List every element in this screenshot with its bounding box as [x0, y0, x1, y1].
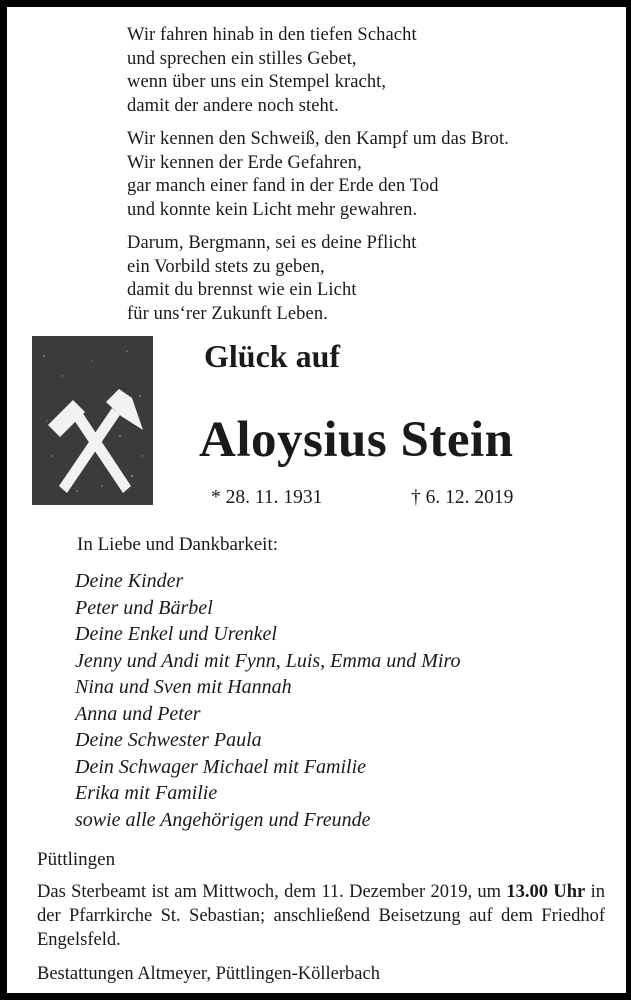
poem-line: und sprechen ein stilles Gebet,	[127, 48, 357, 69]
life-dates	[211, 485, 514, 511]
poem-line: Darum, Bergmann, sei es deine Pflicht	[127, 233, 417, 253]
poem-line: wenn über uns ein Stempel kracht,	[127, 72, 387, 92]
poem-line: Wir fahren hinab in den tiefen Schacht	[127, 25, 417, 45]
poem-stanza	[127, 128, 509, 222]
service-text: in der Pfarrkirche St. Sebastian; anschließend Beisetzung auf dem Friedhof Engelsfeld.	[37, 882, 605, 950]
mourner: sowie alle Angehörigen und Freunde	[75, 808, 371, 831]
birth-date: * 28. 11. 1931	[211, 487, 323, 508]
place: Püttlingen	[37, 849, 116, 870]
obituary-notice	[7, 7, 626, 993]
mourner: Erika mit Familie	[75, 782, 218, 804]
service-info	[37, 880, 605, 952]
mourner: Anna und Peter	[75, 702, 201, 725]
mourner: Peter und Bärbel	[75, 596, 213, 619]
service-text: Das Sterbeamt ist am Mittwoch, dem 11. Dezember 2019, um	[37, 882, 507, 902]
greeting: Glück auf	[204, 338, 341, 374]
service-time: 13.00 Uhr	[506, 882, 586, 902]
poem-line: ein Vorbild stets zu geben,	[127, 256, 325, 277]
hammer-and-pick-icon	[32, 336, 153, 505]
poem-line: Wir kennen den Schweiß, den Kampf um das Brot.	[127, 129, 509, 149]
death-date: † 6. 12. 2019	[411, 487, 514, 508]
mourner: Deine Schwester Paula	[75, 729, 262, 751]
poem-line: damit der andere noch steht.	[127, 95, 339, 116]
poem-line: Wir kennen der Erde Gefahren,	[127, 152, 362, 173]
poem-line: damit du brennst wie ein Licht	[127, 280, 357, 300]
poem-line: gar manch einer fand in der Erde den Tod	[127, 176, 439, 196]
funeral-home: Bestattungen Altmeyer, Püttlingen-Köllerbach	[37, 964, 380, 984]
poem-line: und konnte kein Licht mehr gewahren.	[127, 199, 418, 220]
poem-stanza	[127, 24, 509, 118]
poem-stanza	[127, 232, 509, 326]
mourner: Deine Kinder	[75, 570, 184, 592]
mourner: Jenny und Andi mit Fynn, Luis, Emma und Miro	[75, 649, 461, 672]
deceased-name: Aloysius Stein	[199, 412, 514, 468]
thanks-heading: In Liebe und Dankbarkeit:	[77, 534, 279, 555]
poem	[127, 24, 509, 336]
mourners-list	[75, 568, 461, 833]
mourner: Deine Enkel und Urenkel	[75, 623, 277, 645]
mourner: Nina und Sven mit Hannah	[75, 676, 292, 698]
mourner: Dein Schwager Michael mit Familie	[75, 755, 367, 778]
poem-line: für uns‘rer Zukunft Leben.	[127, 303, 328, 324]
